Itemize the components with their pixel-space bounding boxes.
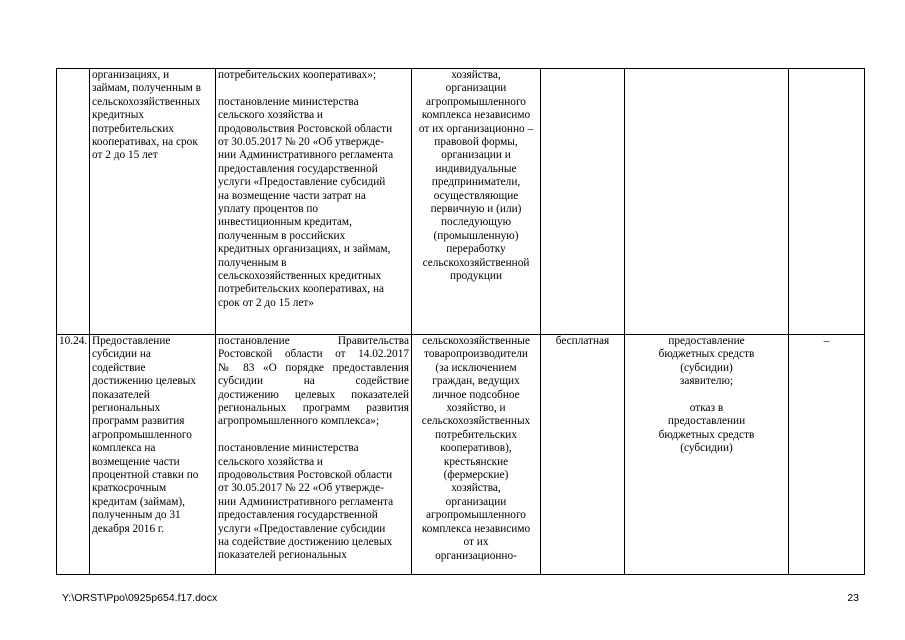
text-line: полученным в российских: [218, 229, 346, 242]
fee-cell: бесплатная: [541, 335, 625, 575]
text-line: предоставления государственной: [218, 162, 378, 175]
legal-basis-paragraph: [218, 96, 409, 311]
text-line: кредитных организациях, и займам,: [218, 243, 391, 256]
text-line: (за исключением: [435, 361, 517, 374]
text-line: сельскохозяйственной: [422, 256, 530, 269]
text-line: от 30.05.2017 № 20 «Об утвержде-: [218, 136, 384, 149]
text-line: № 83 «О порядке предоставления: [218, 361, 409, 374]
text-line: организационно-: [435, 549, 517, 562]
text-line: от 2 до 15 лет: [92, 149, 158, 162]
text-line: (промышленную): [433, 229, 519, 242]
text-line: срок от 2 до 15 лет»: [218, 296, 314, 309]
legal-basis-paragraph: [218, 442, 409, 563]
text-line: сельскохозяйственных: [421, 415, 531, 428]
text-line: полученным до 31: [92, 509, 181, 522]
text-line: заявителю;: [679, 375, 734, 388]
text-line: правовой формы,: [434, 136, 518, 149]
result-paragraph: [627, 335, 786, 389]
text-line: бюджетных средств: [658, 428, 755, 441]
text-line: предоставлении: [667, 415, 746, 428]
service-name-text: [92, 335, 213, 536]
text-line: процентной ставки по: [92, 469, 199, 482]
text-line: осуществляющие: [433, 189, 519, 202]
text-line: организации: [445, 495, 507, 508]
text-line: Ростовской области от 14.02.2017: [218, 348, 409, 361]
text-line: от 30.05.2017 № 22 «Об утвержде-: [218, 482, 384, 495]
text-line: агропромышленного комплекса»;: [218, 415, 380, 428]
text-line: кооперативов),: [440, 442, 512, 455]
result-cell: [625, 69, 789, 335]
text-line: продовольствия Ростовской области: [218, 469, 393, 482]
text-line: крестьянские: [443, 455, 509, 468]
text-line: постановление министерства: [218, 442, 359, 455]
text-line: от их: [463, 536, 489, 549]
recipients-text: [414, 335, 538, 563]
text-line: потребительских: [434, 428, 517, 441]
table-row: [57, 69, 865, 335]
text-line: инвестиционным кредитам,: [218, 216, 352, 229]
text-line: содействие: [92, 361, 146, 374]
text-line: хозяйства,: [451, 69, 501, 81]
text-line: хозяйства,: [451, 482, 501, 495]
text-line: кредитных: [92, 109, 145, 122]
text-line: сельскохозяйственных: [92, 95, 201, 108]
text-line: услуги «Предоставление субсидии: [218, 522, 386, 535]
text-line: комплекса независимо: [421, 522, 531, 535]
text-line: достижению целевых показателей: [218, 388, 409, 401]
text-line: услуги «Предоставление субсидий: [218, 176, 386, 189]
text-line: декабря 2016 г.: [92, 522, 165, 535]
text-line: на содействие достижению целевых: [218, 536, 393, 549]
result-paragraph: [627, 402, 786, 456]
text-line: постановление Правительства: [218, 335, 409, 347]
text-line: организации: [445, 82, 507, 95]
text-line: (субсидии): [680, 361, 733, 374]
text-line: переработку: [446, 243, 506, 256]
text-line: потребительских кооперативах»;: [218, 69, 377, 81]
text-line: постановление министерства: [218, 95, 359, 108]
text-line: агропромышленного: [92, 428, 192, 441]
service-name-text: [92, 69, 213, 163]
text-line: агропромышленного: [426, 509, 526, 522]
text-line: комплекса на: [92, 442, 156, 455]
text-line: возмещение части: [92, 455, 180, 468]
text-line: от их организационно –: [418, 122, 534, 135]
text-line: продовольствия Ростовской области: [218, 122, 393, 135]
legal-basis-paragraph: [218, 69, 409, 82]
text-line: кооперативах, на срок: [92, 136, 198, 149]
text-line: региональных программ развития: [218, 402, 409, 415]
text-line: Предоставление: [92, 335, 171, 347]
text-line: субсидии на содействие: [218, 375, 409, 388]
text-line: предоставления государственной: [218, 509, 378, 522]
text-line: показателей региональных: [218, 549, 347, 562]
text-line: субсидии на: [92, 348, 151, 361]
text-line: краткосрочным: [92, 482, 167, 495]
text-line: (субсидии): [680, 442, 733, 455]
text-line: личное подсобное: [432, 388, 520, 401]
table-row: [57, 335, 865, 575]
extra-cell: –: [789, 335, 865, 575]
fee-cell: [541, 69, 625, 335]
text-line: нии Административного регламента: [218, 149, 394, 162]
text-line: займам, полученным в: [92, 82, 201, 95]
text-line: организациях, и: [92, 69, 170, 81]
text-line: комплекса независимо: [421, 109, 531, 122]
page-number: 23: [847, 592, 859, 604]
service-name-cell: [90, 69, 216, 335]
text-line: товаропроизводители: [424, 348, 528, 361]
text-line: сельского хозяйства и: [218, 109, 323, 122]
text-line: потребительских: [92, 122, 175, 135]
file-path-footer: Y:\ORST\Ppo\0925p654.f17.docx: [62, 592, 218, 604]
text-line: хозяйство, и: [446, 402, 506, 415]
text-line: предоставление: [668, 335, 745, 347]
text-line: сельскохозяйственных кредитных: [218, 270, 382, 283]
text-line: (фермерские): [443, 469, 509, 482]
recipients-cell: [412, 335, 541, 575]
text-line: индивидуальные: [435, 162, 517, 175]
text-line: региональных: [92, 402, 161, 415]
text-line: сельскохозяйственные: [422, 335, 530, 347]
text-line: сельского хозяйства и: [218, 455, 323, 468]
text-line: агропромышленного: [426, 95, 526, 108]
services-table: [56, 68, 865, 575]
text-line: отказ в: [689, 402, 724, 415]
text-line: показателей: [92, 388, 150, 401]
text-line: последующую: [440, 216, 512, 229]
text-line: продукции: [449, 270, 503, 283]
row-number-cell: 10.24.: [57, 335, 90, 575]
row-number-cell: [57, 69, 90, 335]
text-line: программ развития: [92, 415, 185, 428]
extra-cell: [789, 69, 865, 335]
text-line: потребительских кооперативах, на: [218, 283, 385, 296]
text-line: организации и: [441, 149, 511, 162]
text-line: граждан, ведущих: [432, 375, 520, 388]
recipients-cell: [412, 69, 541, 335]
result-cell: [625, 335, 789, 575]
legal-basis-paragraph: [218, 335, 409, 429]
text-line: предприниматели,: [431, 176, 521, 189]
text-line: первичную и (или): [430, 203, 522, 216]
text-line: бюджетных средств: [658, 348, 755, 361]
legal-basis-cell: [216, 69, 412, 335]
text-line: кредитам (займам),: [92, 495, 185, 508]
service-name-cell: [90, 335, 216, 575]
text-line: на возмещение части затрат на: [218, 189, 366, 202]
legal-basis-cell: [216, 335, 412, 575]
text-line: полученным в: [218, 256, 287, 269]
text-line: достижению целевых: [92, 375, 196, 388]
text-line: уплату процентов по: [218, 203, 319, 216]
recipients-text: [414, 69, 538, 284]
text-line: нии Административного регламента: [218, 495, 394, 508]
